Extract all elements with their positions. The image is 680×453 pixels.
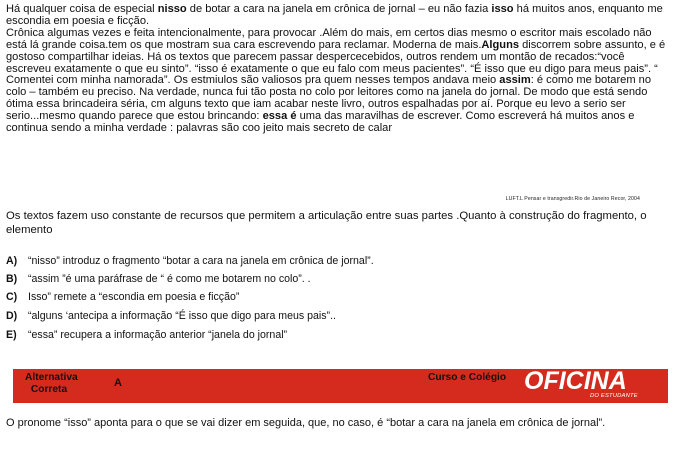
passage-text: de botar a cara na janela em crônica de jornal – eu não fazia	[186, 3, 492, 15]
option-b[interactable]	[6, 272, 311, 286]
option-letter: E)	[6, 329, 17, 341]
correct-answer-letter: A	[114, 377, 122, 389]
option-text: “assim ”é uma paráfrase de “ é como me botarem no colo”. .	[28, 273, 311, 285]
passage-text: uma das maravilhas de escrever. Como escreverá há muitos anos e continua sendo a minha verdade : palavras são coo jeito mais secreto de calar	[6, 110, 635, 135]
passage-paragraph-2	[6, 28, 670, 135]
passage-text: Crônica algumas vezes e feita intencionalmente, para provocar .Além do mais, em certos dias mesmo o escritor mais escolado não está lá grande coisa.tem os que mostram sua cara escrevendo para reclamar. Moderna de mais.	[6, 26, 652, 51]
passage-text: há muitos anos, enquanto me escondia em poesia e ficção.	[6, 3, 663, 27]
passage-text: discorrem sobre assunto, e é gostoso compartilhar ideias. Há os textos que parecem passar despercecebidos, outros rendem um montão de recados:“você escreveu exatamente o que eu sinto”. “isso é exatamente o que eu falo com meus pacientes”. “É isso que eu digo para meus pais”. “ Comentei com minha namorada”. Os estmiulos são valiosos pra quem nesses tempos andava meio	[6, 38, 666, 87]
answer-explanation: O pronome “isso” aponta para o que se vai dizer em seguida, que, no caso, é “botar a cara na janela em crônica de jornal”.	[6, 417, 606, 429]
option-letter: B)	[6, 273, 18, 285]
option-text: “essa” recupera a informação anterior “janela do jornal”	[28, 329, 288, 341]
highlighted-word: Alguns	[481, 38, 520, 51]
option-letter: D)	[6, 310, 18, 322]
highlighted-word: essa é	[262, 110, 297, 123]
highlighted-word: nisso	[157, 3, 187, 15]
option-a[interactable]	[6, 254, 374, 268]
option-d[interactable]	[6, 309, 336, 323]
passage	[6, 4, 670, 135]
course-label: Curso e Colégio	[428, 372, 507, 383]
option-text: Isso” remete a “escondia em poesia e ficção”	[28, 291, 240, 303]
source-citation: LUFT.L Pensar e transgredir.Rio de Janeiro Recor, 2004	[505, 196, 640, 202]
option-c[interactable]	[6, 290, 239, 304]
highlighted-word: isso	[491, 3, 514, 15]
logo-wordmark: OFICINA	[524, 367, 627, 395]
passage-text: : é como me botarem no colo – também eu preciso. Na verdade, nunca fui tão posta no colo por leitores como na janela do jornal. De modo que está sendo ótima essa brincadeira séria, cm alguns texto que iam acabar neste livro, outros espalhadas por aí. Porque eu levo a serio ser serio...mesmo quando parece que estou brincando:	[6, 74, 652, 123]
passage-paragraph-1	[6, 4, 670, 28]
oficina-logo	[524, 367, 659, 400]
correct-answer-label: Alternativa Correta	[25, 372, 78, 395]
option-e[interactable]	[6, 328, 287, 342]
option-text: “alguns ‘antecipa a informação “É isso que digo para meus pais”..	[28, 310, 336, 322]
logo-subtitle: DO ESTUDANTE	[590, 393, 638, 399]
option-letter: A)	[6, 255, 18, 267]
question-text: Os textos fazem uso constante de recursos que permitem a articulação entre suas partes .Quanto à construção do fragmento, o elemento	[6, 210, 647, 236]
option-text: “nisso” introduz o fragmento “botar a cara na janela em crônica de jornal”.	[28, 255, 374, 267]
option-letter: C)	[6, 291, 18, 303]
highlighted-word: assim	[499, 74, 531, 87]
answer-banner	[13, 369, 668, 403]
passage-text: Há qualquer coisa de especial	[6, 3, 158, 15]
